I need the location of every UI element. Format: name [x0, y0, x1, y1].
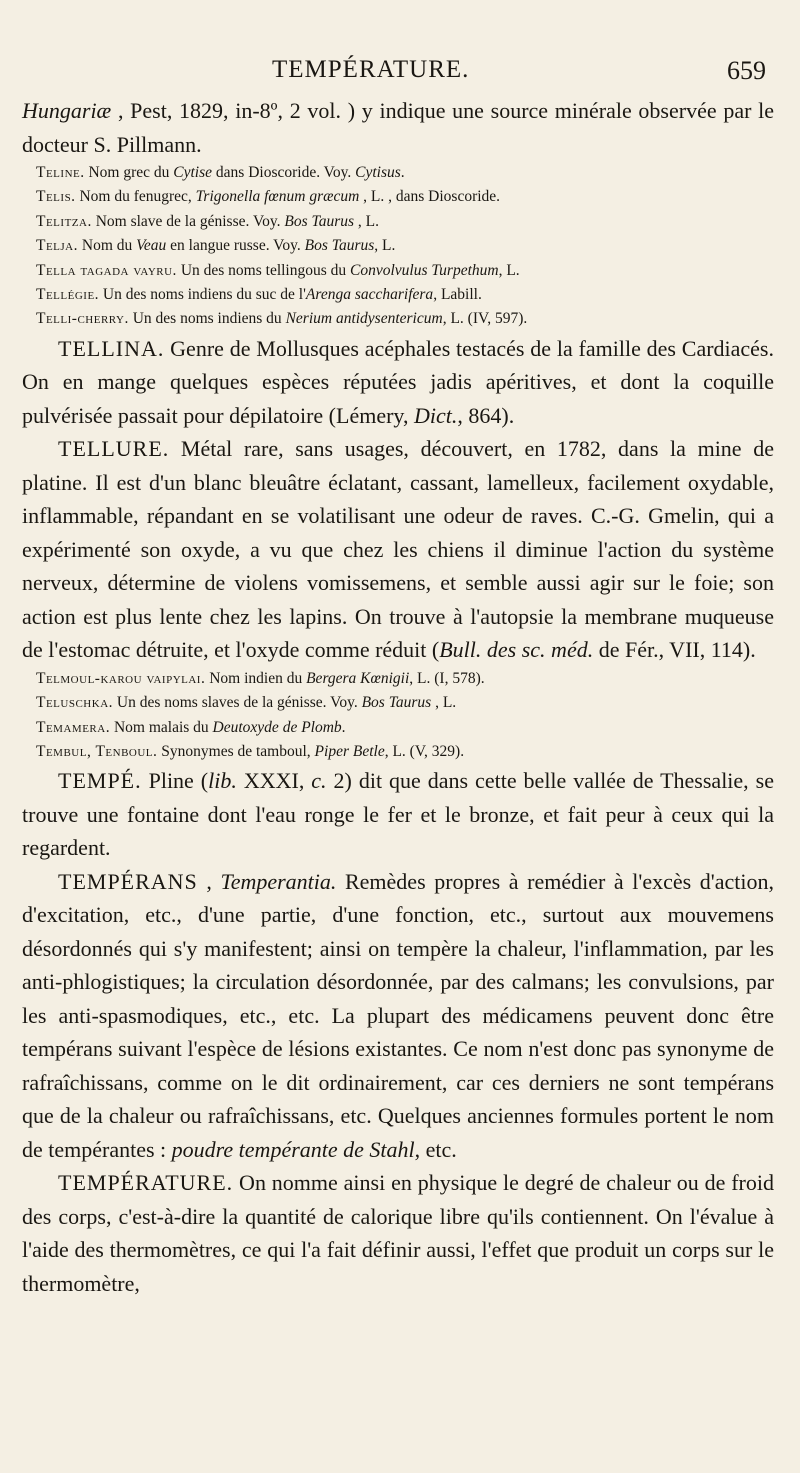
entry-text: Bos Taurus [361, 694, 432, 712]
entry-text: Un des noms tellingous du [176, 261, 351, 279]
entry-text: Nom indien du [205, 669, 307, 687]
small-entry [22, 259, 774, 283]
small-entry [22, 691, 774, 715]
entry-term: Tellégie. [36, 286, 100, 304]
small-entry [22, 740, 774, 764]
entry-text: Un des noms indiens du [128, 310, 286, 328]
entry-text: Arenga saccharifera [305, 286, 434, 304]
entry-text: Nerium antidysentericum [285, 310, 443, 328]
entry-text: Un des noms slaves de la génisse. Voy. [113, 694, 362, 712]
headword: TEMPÉ. [58, 768, 142, 794]
entry-text: , L. , dans Dioscoride. [359, 188, 501, 206]
intro-paragraph: Hungariæ , Pest, 1829, in-8º, 2 vol. ) y indique une source minérale observée par le docteur S. Pillmann. [22, 98, 774, 157]
entry-text: Cytise [173, 164, 213, 181]
entry-text: Nom du fenugrec, [75, 188, 196, 206]
entry-tellure: TELLURE. Métal rare, sans usages, découvert, en 1782, dans la mine de platine. Il est d'un blanc bleuâtre éclatant, cassant, lamelleux, facilement oxydable, inflammable, répandant en se volatilisant une odeur de raves. C.-G. Gmelin, qui a expérimenté son oxyde, a vu que chez les chiens il diminue l'action du système nerveux, détermine de violens vomissemens, et semble aussi agir sur le foie; son action est plus lente chez les lapins. On trouve à l'autopsie la membrane muqueuse de l'estomac détruite, et l'oxyde comme réduit (Bull. des sc. méd. de Fér., VII, 114). [22, 436, 774, 663]
entry-tellina: TELLINA. Genre de Mollusques acéphales testacés de la famille des Cardiacés. On en mange quelques espèces réputées jadis apéritives, et dont la coquille pulvérisée passait pour dépilatoire (Lémery, Dict., 864). [22, 335, 774, 428]
entry-term: Temamera. [36, 718, 111, 736]
entry-text: Un des noms indiens du suc de l' [99, 286, 306, 304]
running-title: TEMPÉRATURE. [272, 56, 470, 83]
entry-text: , L. (IV, 597). [442, 310, 528, 328]
entry-text: Nom du [78, 237, 137, 255]
entry-text: Cytisus [355, 164, 401, 181]
entry-text: Nom slave de la génisse. Voy. [91, 212, 285, 230]
entry-term: Telmoul-karou vaipylai. [36, 669, 206, 687]
entry-text: Nom grec du [84, 164, 174, 181]
entry-text: Bergera Kœnigii [306, 669, 410, 687]
entry-text: Convolvulus Turpethum [350, 261, 499, 279]
entry-text: , L. (I, 578). [409, 669, 485, 687]
small-entry [22, 185, 774, 209]
small-entry [22, 234, 774, 258]
entry-text: . [400, 164, 405, 181]
headword: TELLURE. [58, 436, 170, 462]
entry-text: , L. [498, 261, 520, 279]
entry-text: , L. [374, 237, 396, 255]
entry-term: Telli-cherry. [36, 310, 129, 328]
entry-text: Veau [136, 237, 167, 255]
running-header [0, 56, 800, 90]
entry-text: Synonymes de tamboul, [157, 743, 315, 761]
entry-text: Bos Taurus [284, 212, 355, 230]
entry-text: , Labill. [433, 286, 482, 304]
entry-term: Telja. [36, 237, 79, 255]
entry-temperature: TEMPÉRATURE. On nomme ainsi en physique le degré de chaleur ou de froid des corps, c'est-à-dire la quantité de calorique libre qu'ils contiennent. On l'évalue à l'aide des thermomètres, ce qui l'a fait définir aussi, l'effet que produit un corps sur le thermomètre, [22, 1170, 774, 1296]
page-body [22, 94, 774, 1300]
entry-text: . [341, 718, 346, 736]
entry-term: Teluschka. [36, 694, 114, 712]
small-entry [22, 283, 774, 307]
entry-text: Piper Betle [314, 743, 385, 761]
entry-text: dans Dioscoride. Voy. [212, 164, 356, 181]
entry-term: Telitza. [36, 212, 92, 230]
entry-tempe: TEMPÉ. Pline (lib. XXXI, c. 2) dit que dans cette belle vallée de Thessalie, se trouve une fontaine dont l'eau ronge le fer et le bronze, et fait peur à ceux qui la regardent. [22, 768, 774, 861]
entry-text: , L. [431, 694, 457, 712]
headword: TEMPÉRATURE. [58, 1170, 234, 1196]
small-entry [22, 161, 774, 185]
entry-text: Deutoxyde de Plomb [212, 718, 342, 736]
entry-term: Telis. [36, 188, 76, 206]
small-entries-1 [22, 161, 774, 332]
small-entry [22, 307, 774, 331]
entry-text: Nom malais du [110, 718, 213, 736]
entry-text: , L. (V, 329). [384, 743, 465, 761]
entry-term: Tella tagada vayru. [36, 261, 177, 279]
headword: TELLINA. [58, 335, 165, 361]
page-number: 659 [727, 56, 766, 85]
headword: TEMPÉRANS [58, 868, 198, 894]
entry-term: Tembul, Tenboul. [36, 743, 158, 761]
entry-text: en langue russe. Voy. [166, 237, 305, 255]
entry-text: Bos Taurus [304, 237, 375, 255]
small-entry [22, 716, 774, 740]
entry-temperans: TEMPÉRANS , Temperantia. Remèdes propres à remédier à l'excès d'action, d'excitation, etc., d'une partie, d'une fonction, etc., surtout aux mouvemens désordonnés qui s'y manifestent; ainsi on tempère la chaleur, l'inflammation, par les anti-phlogistiques; la circulation désordonnée, par des calmans; les convulsions, par les anti-spasmodiques, etc., etc. La plupart des médicamens peuvent donc être tempérans suivant l'espèce de lésions existantes. Ce nom n'est donc pas synonyme de rafraîchissans, comme on le dit ordinairement, car ces derniers ne sont tempérans que de la chaleur ou rafraîchissans, etc. Quelques anciennes formules portent le nom de tempérantes : poudre tempérante de Stahl, etc. [22, 868, 774, 1162]
small-entries-2 [22, 667, 774, 765]
small-entry [22, 667, 774, 691]
small-entry [22, 210, 774, 234]
entry-text: , L. [354, 212, 380, 230]
entry-text: Trigonella fœnum græcum [195, 188, 360, 206]
entry-term: Teline. [36, 164, 85, 181]
